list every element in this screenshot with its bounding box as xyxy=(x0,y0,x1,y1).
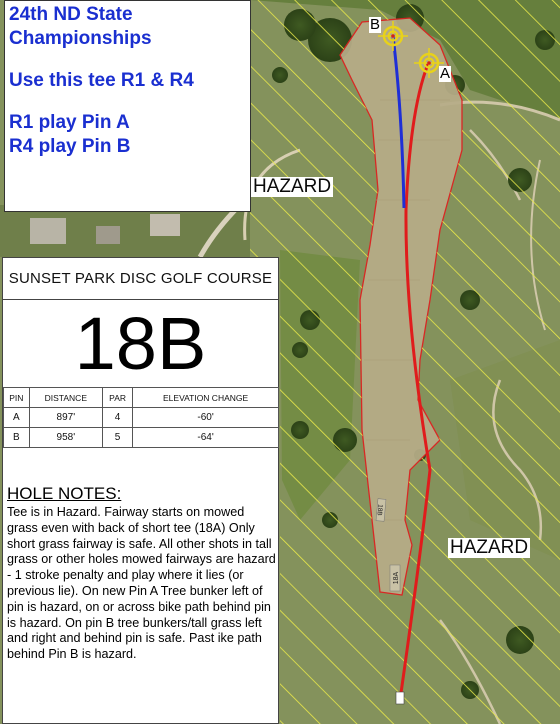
hazard-label-lower: HAZARD xyxy=(450,537,529,558)
tee-18a xyxy=(390,565,400,591)
pin-b-label: B xyxy=(370,16,381,33)
hole-notes xyxy=(7,484,277,663)
event-panel xyxy=(4,0,251,212)
hole-card xyxy=(2,257,279,724)
cell-par: 4 xyxy=(102,408,132,428)
table-row xyxy=(4,408,279,428)
cell-distance: 958' xyxy=(29,428,102,448)
pin-a-label: A xyxy=(440,65,451,82)
cell-elevation: -64' xyxy=(133,428,279,448)
divider xyxy=(3,299,278,300)
cell-elevation: -60' xyxy=(133,408,279,428)
col-par: PAR xyxy=(102,388,132,408)
col-elevation: ELEVATION CHANGE xyxy=(133,388,279,408)
cell-pin: A xyxy=(4,408,30,428)
hole-notes-body: Tee is in Hazard. Fairway starts on mowed grass even with back of short tee (18A) Only short grass fairway is safe. All other shots in tall grass or other holes mowed fairways are hazard - 1 stroke penalty and play where it lies (or previous lie). On new Pin A Tree bunker left of pin is hazard, on or across bike path behind pin is hazard. On pin B tree bunkers/tall grass left and right and behind pin is safe. Past ike path behind Pin B is hazard. xyxy=(7,505,276,662)
event-title-line2: Championships xyxy=(9,28,152,49)
course-name: SUNSET PARK DISC GOLF COURSE xyxy=(8,270,273,287)
tee-marker xyxy=(396,692,404,704)
hazard-label-upper: HAZARD xyxy=(253,176,332,197)
table-header-row xyxy=(4,388,279,408)
tee-instruction: Use this tee R1 & R4 xyxy=(9,70,194,91)
hole-notes-heading: HOLE NOTES: xyxy=(7,484,122,503)
col-distance: DISTANCE xyxy=(29,388,102,408)
round-1-instruction: R1 play Pin A xyxy=(9,112,130,133)
table-row xyxy=(4,428,279,448)
cell-distance: 897' xyxy=(29,408,102,428)
event-title-line1: 24th ND State xyxy=(9,4,133,25)
col-pin: PIN xyxy=(4,388,30,408)
tee-18b-label: 18B xyxy=(375,503,384,516)
hole-stats-table xyxy=(3,387,279,448)
cell-par: 5 xyxy=(102,428,132,448)
hole-number: 18B xyxy=(74,302,207,385)
tee-18a-label: 18A xyxy=(393,571,400,585)
round-4-instruction: R4 play Pin B xyxy=(9,136,131,157)
cell-pin: B xyxy=(4,428,30,448)
